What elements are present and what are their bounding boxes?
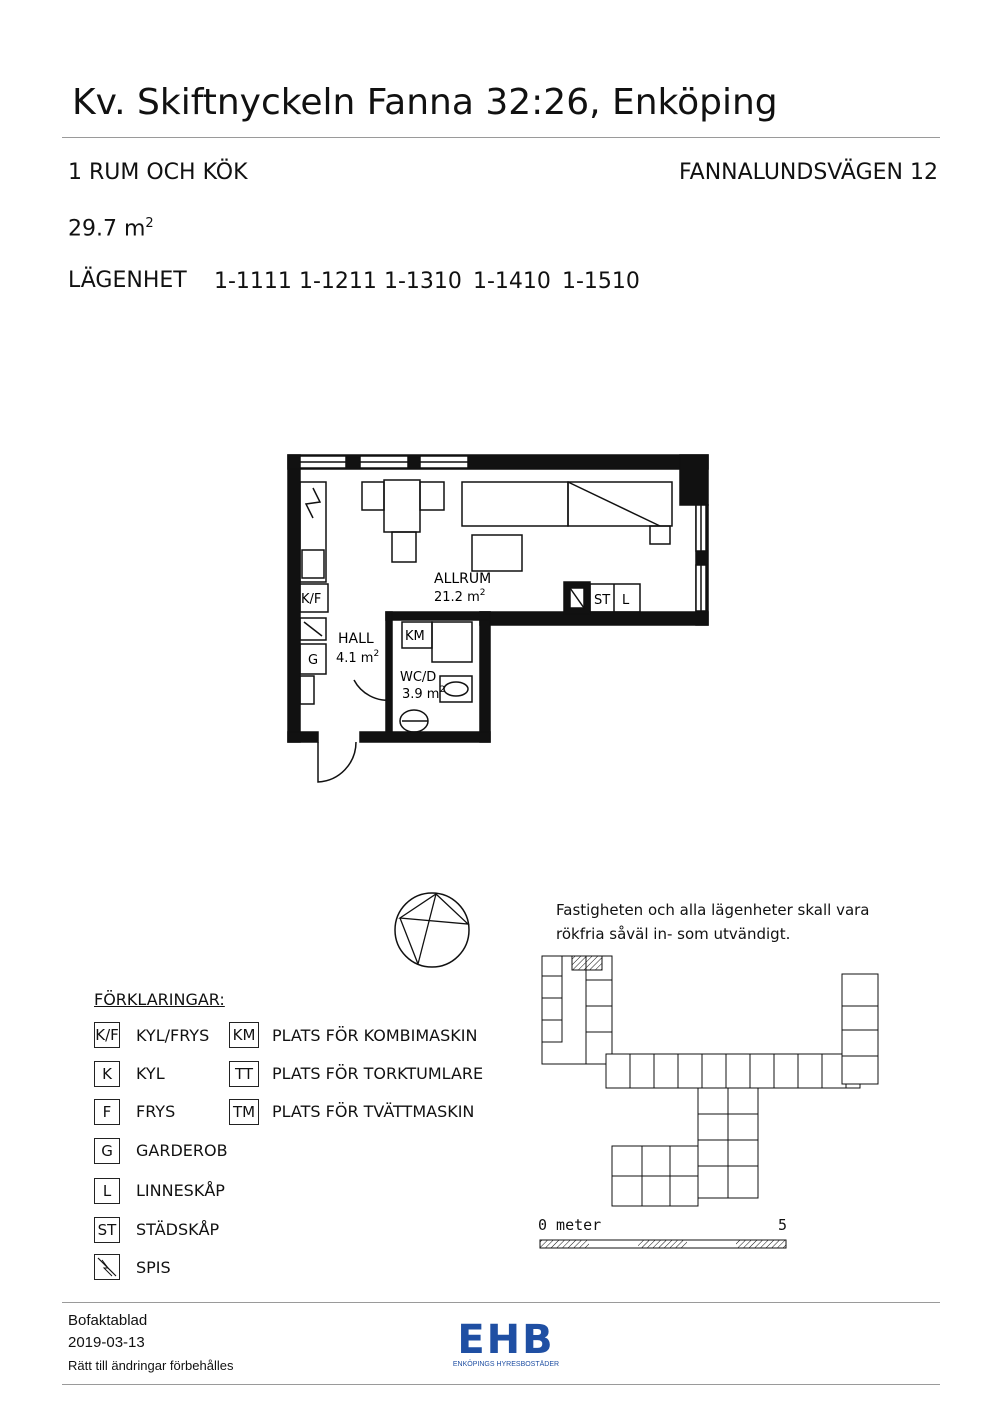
doc-date: 2019-03-13 <box>68 1334 145 1351</box>
company-logo <box>444 1317 568 1368</box>
scale-bar <box>538 1238 788 1252</box>
entry-door <box>318 742 356 782</box>
smoke-free-line: rökfria såväl in- som utvändigt. <box>556 925 791 943</box>
room-area-allrum: 21.2 $m^2$ <box>434 588 486 605</box>
wall-south-allrum <box>480 612 708 625</box>
legend-code: KM <box>229 1022 259 1048</box>
unit-number: 1-1410 <box>473 269 551 294</box>
coffee-table <box>472 535 522 571</box>
room-name-wc: WC/D <box>400 670 437 685</box>
wall-hall-wc <box>386 612 490 620</box>
kitchen-counter <box>300 482 326 582</box>
room-type: 1 RUM OCH KÖK <box>68 160 248 185</box>
legend-text: STÄDSKÅP <box>136 1220 220 1239</box>
legend-text: GARDEROB <box>136 1141 228 1160</box>
room-name-allrum: ALLRUM <box>434 571 492 587</box>
fixture-label-km: KM <box>405 629 425 644</box>
address: FANNALUNDSVÄGEN 12 <box>679 160 938 185</box>
unit-number: 1-1211 <box>299 269 377 294</box>
logo-mark: EHB <box>457 1317 555 1363</box>
footer-divider-top <box>62 1302 940 1303</box>
room-area-wc: 3.9 $m^2$ <box>402 685 446 702</box>
legend-text: PLATS FÖR TORKTUMLARE <box>272 1064 484 1083</box>
logo-subtitle: ENKÖPINGS HYRESBOSTÄDER <box>452 1361 560 1368</box>
footer-divider-bottom <box>62 1384 940 1385</box>
scale-end-label: 5 <box>778 1216 788 1234</box>
page-title: Kv. Skiftnyckeln Fanna 32:26, Enköping <box>72 82 778 123</box>
legend-code: TM <box>229 1099 259 1125</box>
wall-west <box>288 455 300 742</box>
legend-text: KYL/FRYS <box>136 1026 210 1045</box>
fixture-label-st: ST <box>594 593 611 608</box>
stove-icon <box>94 1254 120 1280</box>
total-area-value: 29.7 m <box>68 216 146 242</box>
wall-east-wc <box>480 612 490 742</box>
legend-text: SPIS <box>136 1258 171 1277</box>
north-arrow-icon <box>388 888 478 978</box>
legend-text: PLATS FÖR KOMBIMASKIN <box>272 1026 478 1045</box>
wall-south-2 <box>360 732 490 742</box>
doc-type: Bofaktablad <box>68 1312 148 1329</box>
legend-code: ST <box>94 1217 120 1243</box>
smoke-free-notice <box>556 898 870 946</box>
legend-code: K <box>94 1061 120 1087</box>
scale-start-label: 0 meter <box>538 1216 602 1234</box>
legend-code: G <box>94 1138 120 1164</box>
legend-code: L <box>94 1178 120 1204</box>
wall-south-1 <box>288 732 318 742</box>
legend-text: KYL <box>136 1064 165 1083</box>
legend-code: F <box>94 1099 120 1125</box>
unit-number: 1-1310 <box>384 269 462 294</box>
unit-number: 1-1111 <box>214 269 292 294</box>
legend-code: TT <box>229 1061 259 1087</box>
fixture-label-l: L <box>622 593 630 608</box>
unit-number: 1-1510 <box>562 269 640 294</box>
disclaimer: Rätt till ändringar förbehålles <box>68 1358 234 1373</box>
sofa <box>462 482 568 526</box>
legend-text: FRYS <box>136 1102 176 1121</box>
units-label: LÄGENHET <box>68 268 187 293</box>
wall-northeast <box>680 455 708 505</box>
legend-heading: FÖRKLARINGAR: <box>94 990 225 1009</box>
dining-table <box>384 480 420 532</box>
legend-code: K/F <box>94 1022 120 1048</box>
smoke-free-line: Fastigheten och alla lägenheter skall vara <box>556 901 870 919</box>
legend-text: PLATS FÖR TVÄTTMASKIN <box>272 1102 475 1121</box>
site-plan <box>530 950 890 1210</box>
total-area-unit-sup: 2 <box>145 216 154 231</box>
legend-text: LINNESKÅP <box>136 1181 225 1200</box>
wall-wc-west <box>386 612 392 732</box>
wall-north <box>288 455 708 469</box>
room-area-hall: 4.1 $m^2$ <box>336 649 380 666</box>
room-name-hall: HALL <box>338 631 374 647</box>
fixture-label-kf: K/F <box>301 592 322 607</box>
fixture-label-g: G <box>308 653 319 668</box>
